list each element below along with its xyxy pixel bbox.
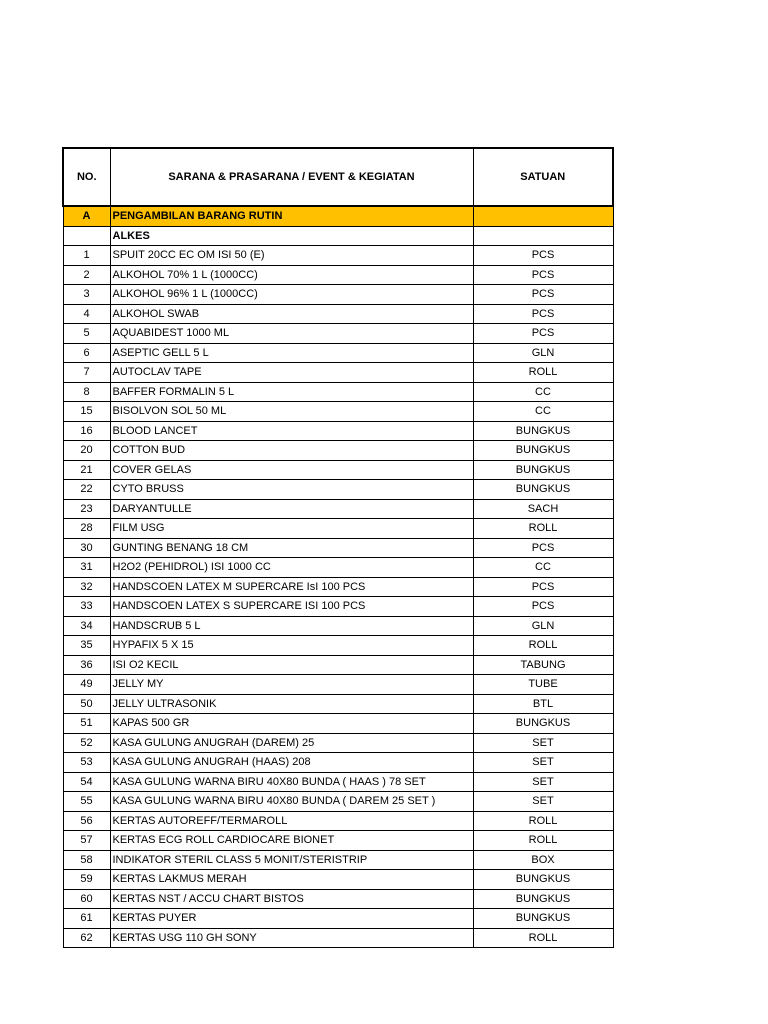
item-list-sheet [62, 147, 612, 948]
row-item-name: KASA GULUNG WARNA BIRU 40X80 BUNDA ( HAAS ) 78 SET [110, 772, 473, 792]
table-row [63, 246, 613, 266]
row-item-name: KASA GULUNG WARNA BIRU 40X80 BUNDA ( DAREM 25 SET ) [110, 792, 473, 812]
table-body [63, 206, 613, 948]
table-row [63, 597, 613, 617]
row-unit: GLN [473, 343, 613, 363]
row-number: 15 [63, 402, 110, 422]
row-number: 62 [63, 928, 110, 948]
subsection-title: ALKES [110, 226, 473, 246]
table-row [63, 519, 613, 539]
row-item-name: ASEPTIC GELL 5 L [110, 343, 473, 363]
row-unit: ROLL [473, 928, 613, 948]
row-item-name: KERTAS USG 110 GH SONY [110, 928, 473, 948]
row-item-name: JELLY MY [110, 675, 473, 695]
table-row [63, 772, 613, 792]
table-row [63, 538, 613, 558]
row-unit: BUNGKUS [473, 460, 613, 480]
table-row [63, 304, 613, 324]
row-unit: PCS [473, 577, 613, 597]
table-row [63, 714, 613, 734]
row-item-name: KERTAS AUTOREFF/TERMAROLL [110, 811, 473, 831]
row-number: 33 [63, 597, 110, 617]
row-unit: BUNGKUS [473, 889, 613, 909]
table-row [63, 421, 613, 441]
row-number: 32 [63, 577, 110, 597]
row-number: 35 [63, 636, 110, 656]
row-item-name: KERTAS NST / ACCU CHART BISTOS [110, 889, 473, 909]
row-number: 2 [63, 265, 110, 285]
row-item-name: AQUABIDEST 1000 ML [110, 324, 473, 344]
row-unit: BUNGKUS [473, 714, 613, 734]
row-unit: CC [473, 558, 613, 578]
row-number: 50 [63, 694, 110, 714]
row-number: 21 [63, 460, 110, 480]
row-number: 36 [63, 655, 110, 675]
table-row [63, 441, 613, 461]
table-row [63, 889, 613, 909]
row-item-name: ISI O2 KECIL [110, 655, 473, 675]
row-unit: ROLL [473, 519, 613, 539]
table-row [63, 792, 613, 812]
row-item-name: CYTO BRUSS [110, 480, 473, 500]
row-item-name: INDIKATOR STERIL CLASS 5 MONIT/STERISTRIP [110, 850, 473, 870]
row-number: 31 [63, 558, 110, 578]
row-item-name: SPUIT 20CC EC OM ISI 50 (E) [110, 246, 473, 266]
row-unit: SACH [473, 499, 613, 519]
row-item-name: ALKOHOL 70% 1 L (1000CC) [110, 265, 473, 285]
row-unit: PCS [473, 304, 613, 324]
row-unit: SET [473, 733, 613, 753]
row-item-name: KASA GULUNG ANUGRAH (DAREM) 25 [110, 733, 473, 753]
table-row [63, 694, 613, 714]
row-unit: SET [473, 772, 613, 792]
row-number: 3 [63, 285, 110, 305]
row-number: 56 [63, 811, 110, 831]
row-unit: ROLL [473, 363, 613, 383]
row-item-name: KASA GULUNG ANUGRAH (HAAS) 208 [110, 753, 473, 773]
subsection-row [63, 226, 613, 246]
row-unit: PCS [473, 597, 613, 617]
row-number: 55 [63, 792, 110, 812]
row-unit: GLN [473, 616, 613, 636]
row-number: 23 [63, 499, 110, 519]
row-unit: PCS [473, 324, 613, 344]
row-unit: BUNGKUS [473, 870, 613, 890]
row-number: 7 [63, 363, 110, 383]
row-item-name: FILM USG [110, 519, 473, 539]
row-unit: PCS [473, 285, 613, 305]
row-number: 5 [63, 324, 110, 344]
row-number: 22 [63, 480, 110, 500]
row-number: 61 [63, 909, 110, 929]
row-number: 4 [63, 304, 110, 324]
header-unit: SATUAN [473, 148, 613, 206]
row-number: 58 [63, 850, 110, 870]
row-item-name: HYPAFIX 5 X 15 [110, 636, 473, 656]
row-item-name: KERTAS ECG ROLL CARDIOCARE BIONET [110, 831, 473, 851]
table-row [63, 402, 613, 422]
row-number: 57 [63, 831, 110, 851]
row-item-name: BISOLVON SOL 50 ML [110, 402, 473, 422]
row-unit: BUNGKUS [473, 441, 613, 461]
row-number: 16 [63, 421, 110, 441]
row-number: 1 [63, 246, 110, 266]
row-number: 51 [63, 714, 110, 734]
row-item-name: GUNTING BENANG 18 CM [110, 538, 473, 558]
row-item-name: KERTAS LAKMUS MERAH [110, 870, 473, 890]
table-row [63, 655, 613, 675]
row-number: 60 [63, 889, 110, 909]
table-row [63, 636, 613, 656]
table-row [63, 499, 613, 519]
row-unit: BTL [473, 694, 613, 714]
row-number: 34 [63, 616, 110, 636]
row-number: 20 [63, 441, 110, 461]
row-item-name: H2O2 (PEHIDROL) ISI 1000 CC [110, 558, 473, 578]
subsection-no [63, 226, 110, 246]
row-item-name: ALKOHOL SWAB [110, 304, 473, 324]
row-unit: CC [473, 382, 613, 402]
row-unit: PCS [473, 265, 613, 285]
row-item-name: COVER GELAS [110, 460, 473, 480]
row-item-name: ALKOHOL 96% 1 L (1000CC) [110, 285, 473, 305]
table-row [63, 460, 613, 480]
row-unit: BUNGKUS [473, 909, 613, 929]
row-item-name: AUTOCLAV TAPE [110, 363, 473, 383]
row-number: 30 [63, 538, 110, 558]
header-name: SARANA & PRASARANA / EVENT & KEGIATAN [110, 148, 473, 206]
row-number: 53 [63, 753, 110, 773]
table-row [63, 928, 613, 948]
row-unit: BUNGKUS [473, 480, 613, 500]
table-row [63, 577, 613, 597]
table-row [63, 753, 613, 773]
subsection-unit [473, 226, 613, 246]
table-row [63, 285, 613, 305]
row-unit: ROLL [473, 811, 613, 831]
row-number: 28 [63, 519, 110, 539]
row-item-name: COTTON BUD [110, 441, 473, 461]
table-row [63, 480, 613, 500]
table-row [63, 558, 613, 578]
row-number: 52 [63, 733, 110, 753]
row-item-name: KERTAS PUYER [110, 909, 473, 929]
row-unit: CC [473, 402, 613, 422]
section-title: PENGAMBILAN BARANG RUTIN [110, 206, 473, 226]
row-item-name: KAPAS 500 GR [110, 714, 473, 734]
row-item-name: JELLY ULTRASONIK [110, 694, 473, 714]
table-row [63, 733, 613, 753]
row-unit: ROLL [473, 636, 613, 656]
row-item-name: HANDSCRUB 5 L [110, 616, 473, 636]
header-row [63, 148, 613, 206]
table-row [63, 675, 613, 695]
header-no: NO. [63, 148, 110, 206]
table-row [63, 324, 613, 344]
item-table [62, 147, 614, 948]
table-row [63, 363, 613, 383]
section-row [63, 206, 613, 226]
section-code: A [63, 206, 110, 226]
row-unit: BOX [473, 850, 613, 870]
table-row [63, 811, 613, 831]
row-unit: SET [473, 792, 613, 812]
row-unit: ROLL [473, 831, 613, 851]
row-number: 6 [63, 343, 110, 363]
table-row [63, 909, 613, 929]
section-unit [473, 206, 613, 226]
table-row [63, 382, 613, 402]
table-row [63, 850, 613, 870]
row-item-name: HANDSCOEN LATEX S SUPERCARE ISI 100 PCS [110, 597, 473, 617]
row-item-name: HANDSCOEN LATEX M SUPERCARE IsI 100 PCS [110, 577, 473, 597]
row-item-name: BAFFER FORMALIN 5 L [110, 382, 473, 402]
table-row [63, 343, 613, 363]
table-header [63, 148, 613, 206]
row-number: 59 [63, 870, 110, 890]
row-unit: PCS [473, 246, 613, 266]
table-row [63, 831, 613, 851]
row-unit: TUBE [473, 675, 613, 695]
table-row [63, 265, 613, 285]
row-number: 8 [63, 382, 110, 402]
row-unit: TABUNG [473, 655, 613, 675]
row-item-name: BLOOD LANCET [110, 421, 473, 441]
row-unit: SET [473, 753, 613, 773]
table-row [63, 616, 613, 636]
row-unit: BUNGKUS [473, 421, 613, 441]
row-unit: PCS [473, 538, 613, 558]
row-item-name: DARYANTULLE [110, 499, 473, 519]
table-row [63, 870, 613, 890]
row-number: 49 [63, 675, 110, 695]
row-number: 54 [63, 772, 110, 792]
